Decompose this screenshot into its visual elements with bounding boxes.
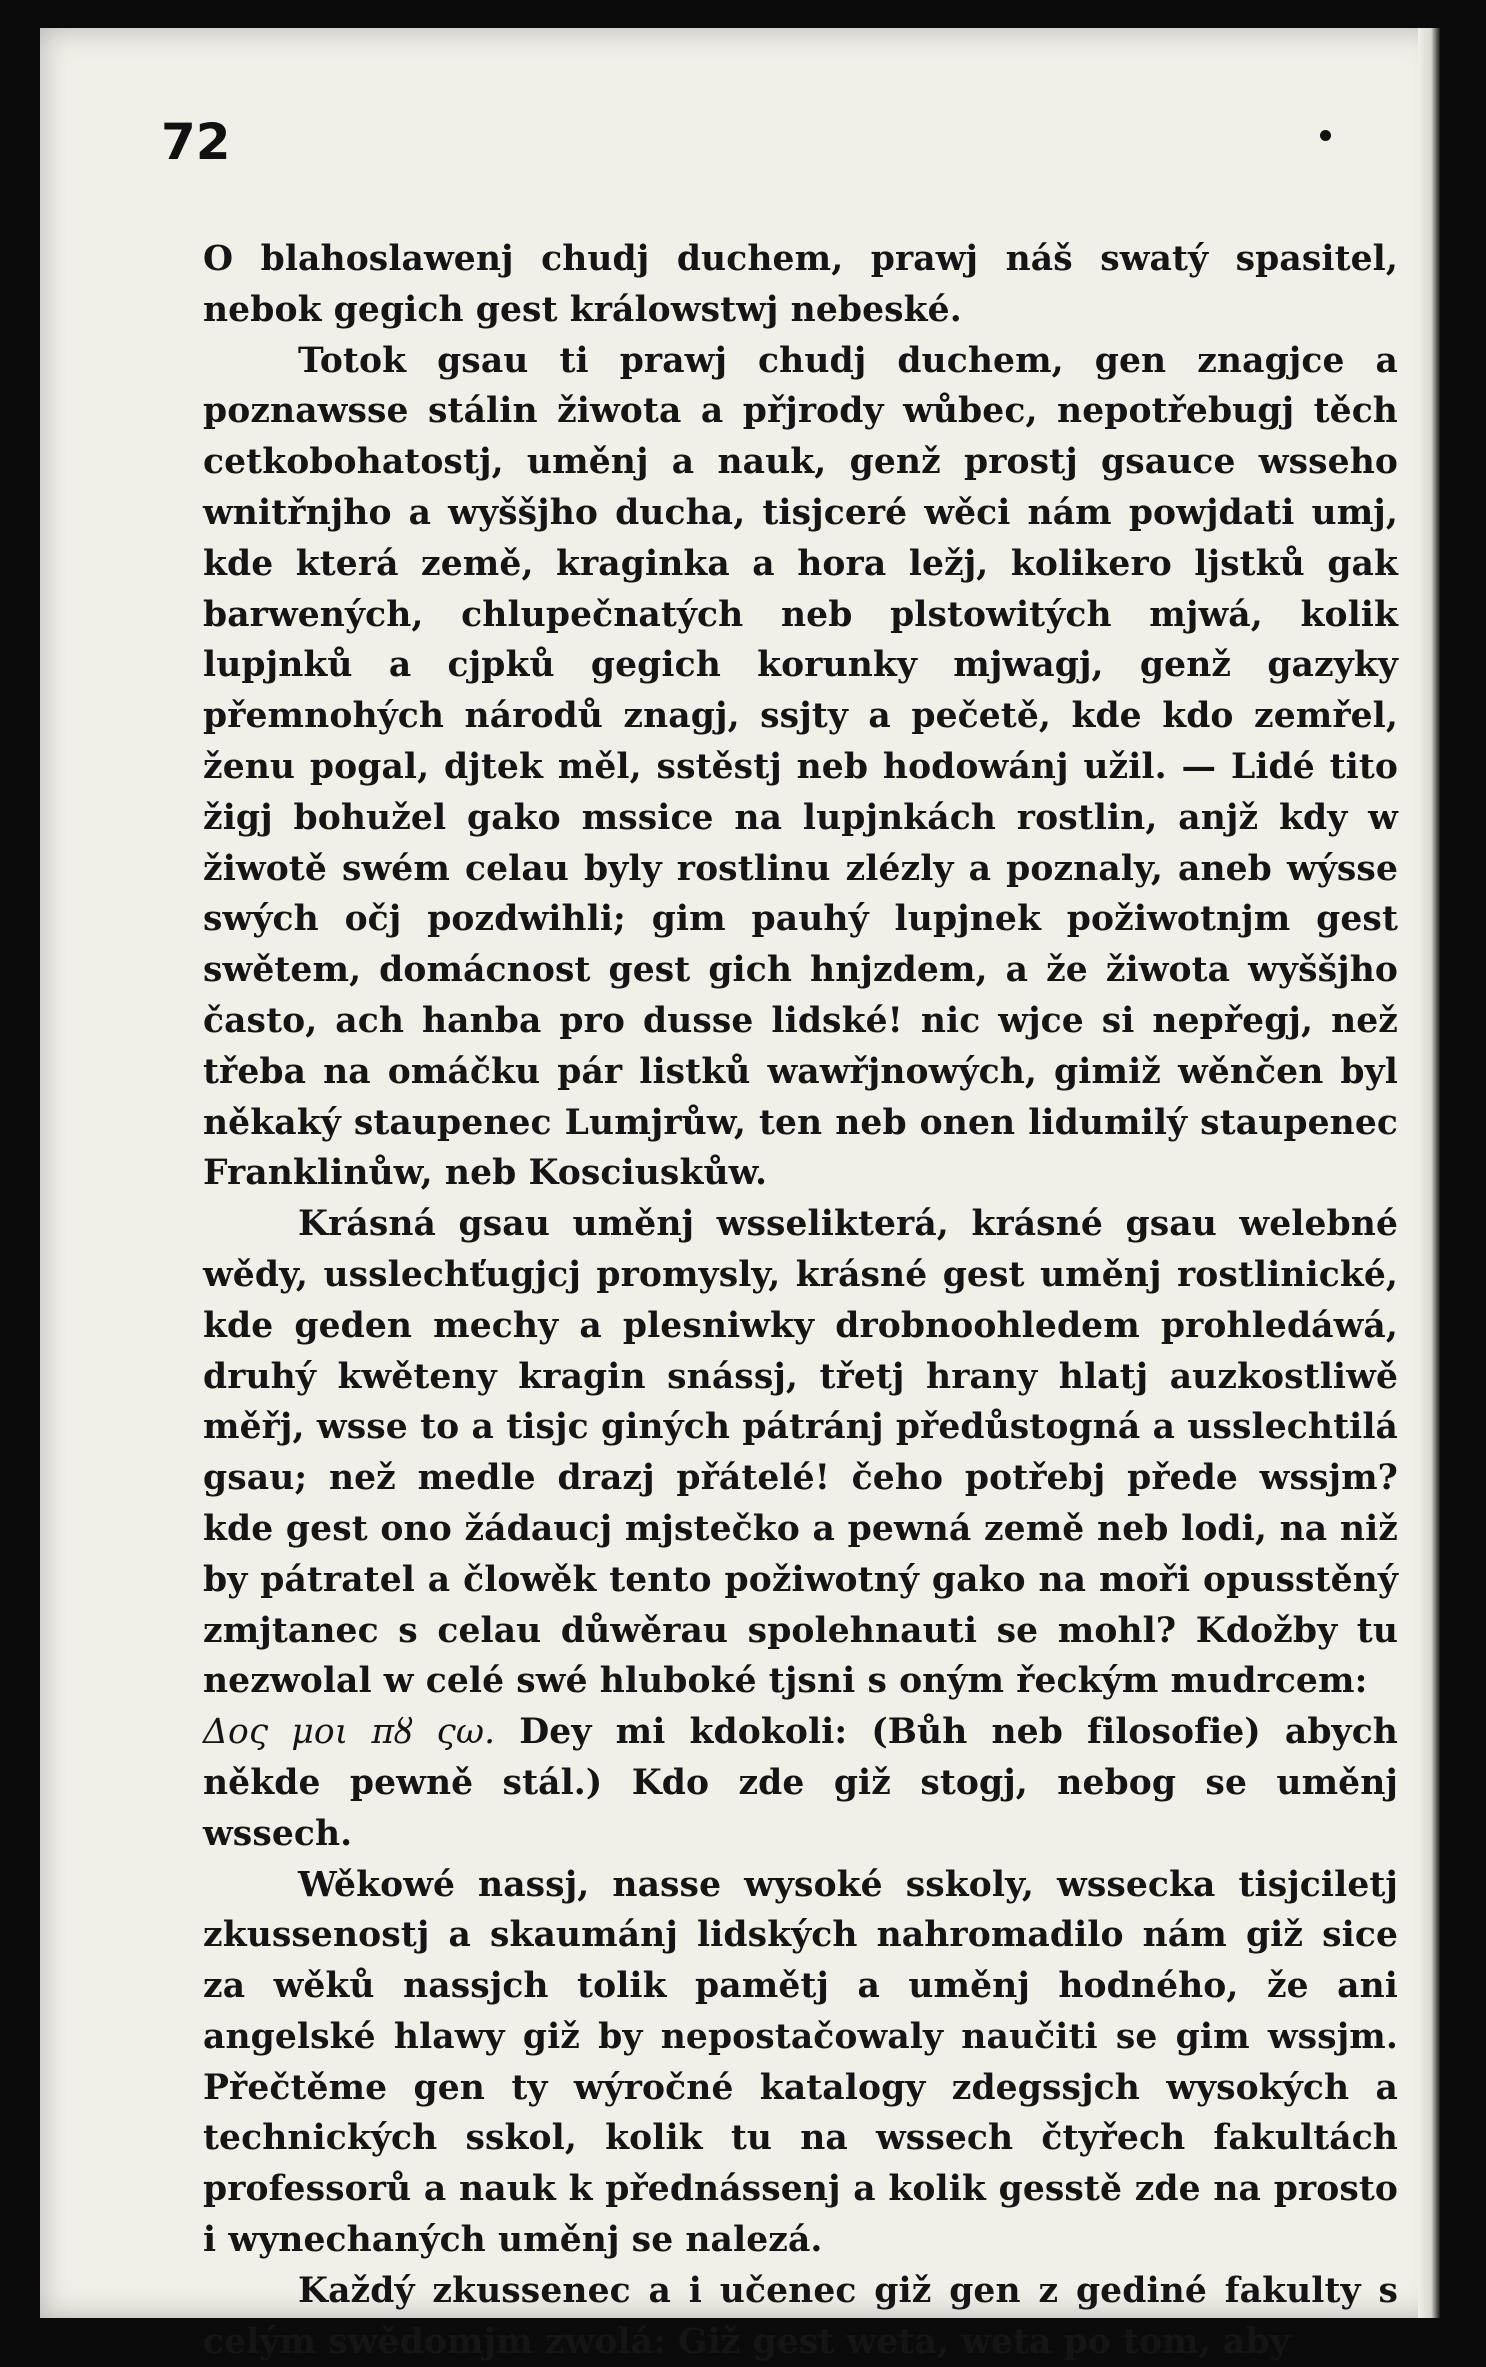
book-page [40, 28, 1440, 2362]
paragraph: O blahoslawenj chudj duchem, prawj náš swatý spasitel, nebok gegich gest králowstwj nebeské. [203, 239, 1398, 330]
page-spine-edge [1418, 28, 1440, 2318]
paragraph: Každý zkussenec a i učenec giž gen z gediné fakulty s celým swědomjm zwolá: Giž gest weta, weta po tom, aby [203, 2270, 1398, 2362]
paragraph [203, 1707, 1398, 1859]
paragraph-text: Krásná gsau uměnj wsselikterá, krásné gsau welebné wědy, usslechťugjcj promysly, krásné gest uměnj rostlinické, kde geden mechy a plesniwky drobnoohledem prohledáwá, druhý kwěteny kragin snássj, třetj hrany hlatj auzkostliwě měřj, wsse to a tisjc giných pátránj předůstogná a usslechtilá gsau; než medle drazj přátelé! čeho potřebj přede wssjm? kde gest ono žádaucj mjstečko a pewná země neb lodi, na niž by pátratel a člowěk tento požiwotný gako na moři opusstěný zmjtanec s celau důwěrau spolehnauti se mohl? Kdožby tu nezwolal w celé swé hluboké tjsni s oným řeckým mudrcem: [203, 1204, 1398, 1702]
paragraph-text: Dey mi kdokoli: (Bůh neb filosofie) abych někde pewně stál.) Kdo zde giž stogj, nebog se uměnj wssech. [203, 1712, 1398, 1854]
greek-quote: Δος μοι πȣ ςω. [203, 1712, 496, 1753]
body-text [203, 234, 1398, 2367]
paragraph: Totok gsau ti prawj chudj duchem, gen znagjce a poznawsse stálin žiwota a přjrody wůbec, nepotřebugj těch cetkobohatostj, uměnj a nauk, genž prostj gsauce wsseho wnitřnjho a wyššjho ducha, tisjceré wěci nám powjdati umj, kde která země, kraginka a hora ležj, kolikero ljstků gak barwených, chlupečnatých neb plstowitých mjwá, kolik lupjnků a cjpků gegich korunky mjwagj, genž gazyky přemnohých národů znagj, ssjty a pečetě, kde kdo zemřel, ženu pogal, djtek měl, sstěstj neb hodowánj užil. — Lidé tito žigj bohužel gako mssice na lupjnkách rostlin, anjž kdy w žiwotě swém celau byly rostlinu zlézly a poznaly, aneb wýsse swých očj pozdwihli; gim pauhý lupjnek požiwotnjm gest swětem, domácnost gest gich hnjzdem, a že žiwota wyššjho často, ach hanba pro dusse lidské! nic wjce si nepřegj, než třeba na omáčku pár listků wawřjnowých, gimiž wěnčen byl někaký staupenec Lumjrůw, ten neb onen lidumilý staupenec Franklinůw, neb Kosciuskůw. [203, 340, 1398, 1194]
page-number: 72 [161, 113, 231, 171]
ink-dot [1320, 130, 1331, 141]
paragraph [203, 1199, 1398, 1707]
paragraph: Wěkowé nassj, nasse wysoké sskoly, wsseckа tisjciletj zkussenostj a skaumánj lidských nahromadilo nám giž sice za wěků nassjch tolik pamětj a uměnj hodného, že ani angelské hlawy giž by nepostačowaly naučiti se gim wssjm. Přečtěme gen ty wýročné katalogy zdegssjch wysokých a technických sskol, kolik tu na wssech čtyřech fakultách professorů a nauk k přednássenj a kolik gesstě zde na prosto i wynechaných uměnj se nalezá. [203, 1864, 1398, 2261]
